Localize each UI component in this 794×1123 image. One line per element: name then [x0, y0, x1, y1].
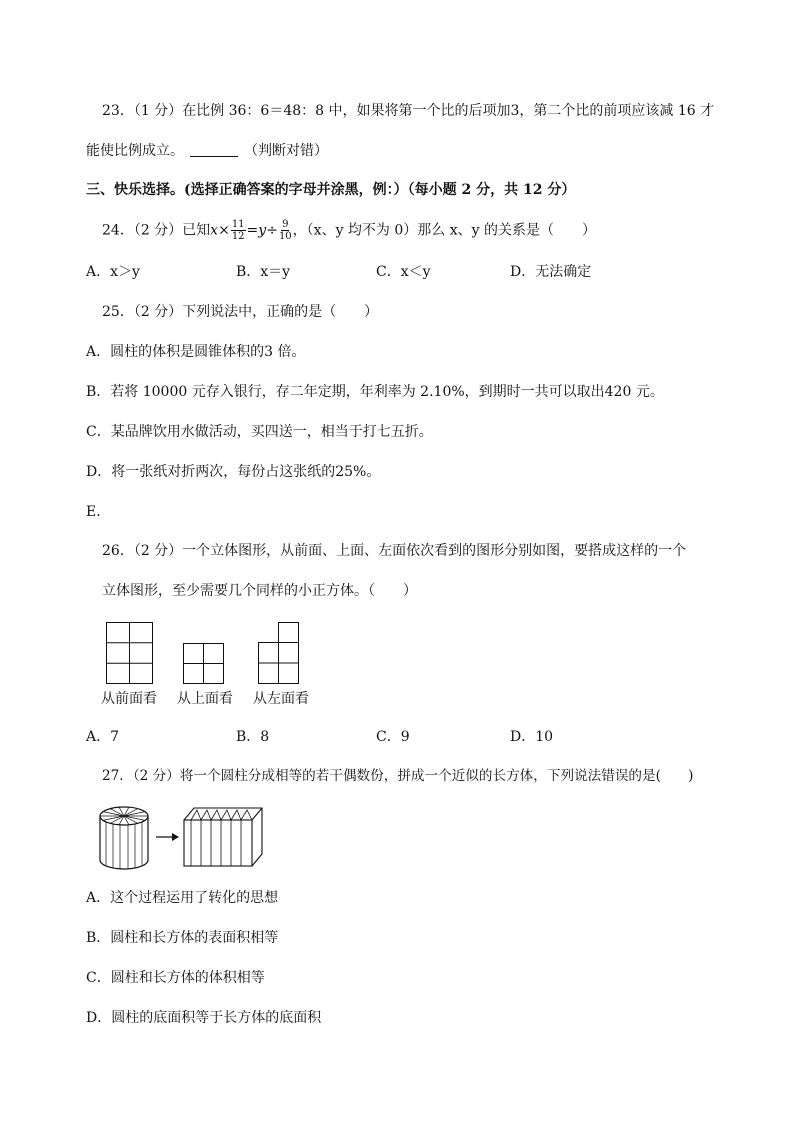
q24-eq: =	[246, 222, 259, 239]
q27-arrow-icon	[156, 832, 180, 842]
q25-option-c[interactable]: C．某品牌饮用水做活动，买四送一，相当于打七五折。	[86, 424, 433, 440]
q27-option-d[interactable]: D．圆柱的底面积等于长方体的底面积	[86, 1010, 322, 1026]
q23-line2-text: 能使比例成立。	[86, 143, 184, 159]
q23-line1: 23．（1 分）在比例 36：6＝48：8 中，如果将第一个比的后项加3，第二个比的前项应该减 16 才	[102, 103, 715, 119]
q26-option-a[interactable]: A．7	[86, 729, 120, 745]
q26-top-view	[183, 643, 225, 684]
q24-option-b[interactable]: B．x＝y	[236, 264, 291, 280]
q26-caption-front: 从前面看	[101, 691, 157, 707]
q27-option-a[interactable]: A．这个过程运用了转化的思想	[86, 890, 279, 906]
q27-cylinder-figure	[98, 804, 152, 872]
q25-option-b[interactable]: B．若将 10000 元存入银行，存二年定期，年利率为 2.10%，到期时一共可以取出420 元。	[86, 384, 664, 400]
q25-option-e[interactable]: E．	[86, 504, 111, 520]
q24-option-d[interactable]: D．无法确定	[510, 264, 592, 280]
q24-option-a[interactable]: A．x＞y	[86, 264, 140, 280]
q25-stem: 25．（2 分）下列说法中，正确的是（ ）	[102, 304, 379, 320]
q27-option-b[interactable]: B．圆柱和长方体的表面积相等	[86, 930, 279, 946]
q24-times: ×	[218, 222, 230, 239]
q24-option-c[interactable]: C．x＜y	[376, 264, 431, 280]
q24-prefix: 24．（2 分）已知	[102, 222, 211, 239]
q26-option-c[interactable]: C．9	[376, 729, 410, 745]
q24-div: ÷	[266, 222, 278, 239]
q24-fraction-1	[231, 219, 246, 242]
q26-line2: 立体图形，至少需要几个同样的小正方体。（ ）	[102, 583, 417, 599]
q24-stem	[102, 219, 596, 242]
q24-frac2-num: 9	[282, 219, 289, 230]
q27-cuboid-figure	[182, 804, 270, 868]
q26-caption-left: 从左面看	[253, 691, 309, 707]
q25-option-a[interactable]: A．圆柱的体积是圆锥体积的3 倍。	[86, 344, 306, 360]
q26-option-b[interactable]: B．8	[236, 729, 270, 745]
q27-option-c[interactable]: C．圆柱和长方体的体积相等	[86, 970, 265, 986]
q24-frac1-num: 11	[231, 219, 245, 230]
q26-option-d[interactable]: D．10	[510, 729, 554, 745]
q23-line2	[86, 141, 328, 161]
q26-left-view	[258, 622, 300, 684]
q26-caption-top: 从上面看	[177, 691, 233, 707]
q24-fraction-2	[279, 219, 292, 242]
q25-option-d[interactable]: D．将一张纸对折两次，每份占这张纸的25%。	[86, 464, 381, 480]
q24-x: x	[210, 222, 219, 239]
q26-line1: 26．（2 分）一个立体图形，从前面、上面、左面依次看到的图形分别如图，要搭成这样的一个	[102, 543, 687, 559]
q27-stem: 27．（2 分）将一个圆柱分成相等的若干偶数份，拼成一个近似的长方体，下列说法错误的是( )	[102, 768, 694, 784]
q24-frac1-den: 12	[231, 231, 245, 242]
q24-y: y	[258, 222, 267, 239]
q23-judge-text: （判断对错）	[244, 143, 328, 159]
section3-title: 三、快乐选择。(选择正确答案的字母并涂黑，例：）（每小题 2 分，共 12 分）	[86, 182, 576, 198]
q24-suffix: ，（x、y 均不为 0）那么 x、y 的关系是（ ）	[292, 222, 596, 239]
q23-answer-blank[interactable]	[190, 142, 238, 157]
q26-front-view	[106, 622, 154, 684]
q24-frac2-den: 10	[278, 231, 292, 242]
